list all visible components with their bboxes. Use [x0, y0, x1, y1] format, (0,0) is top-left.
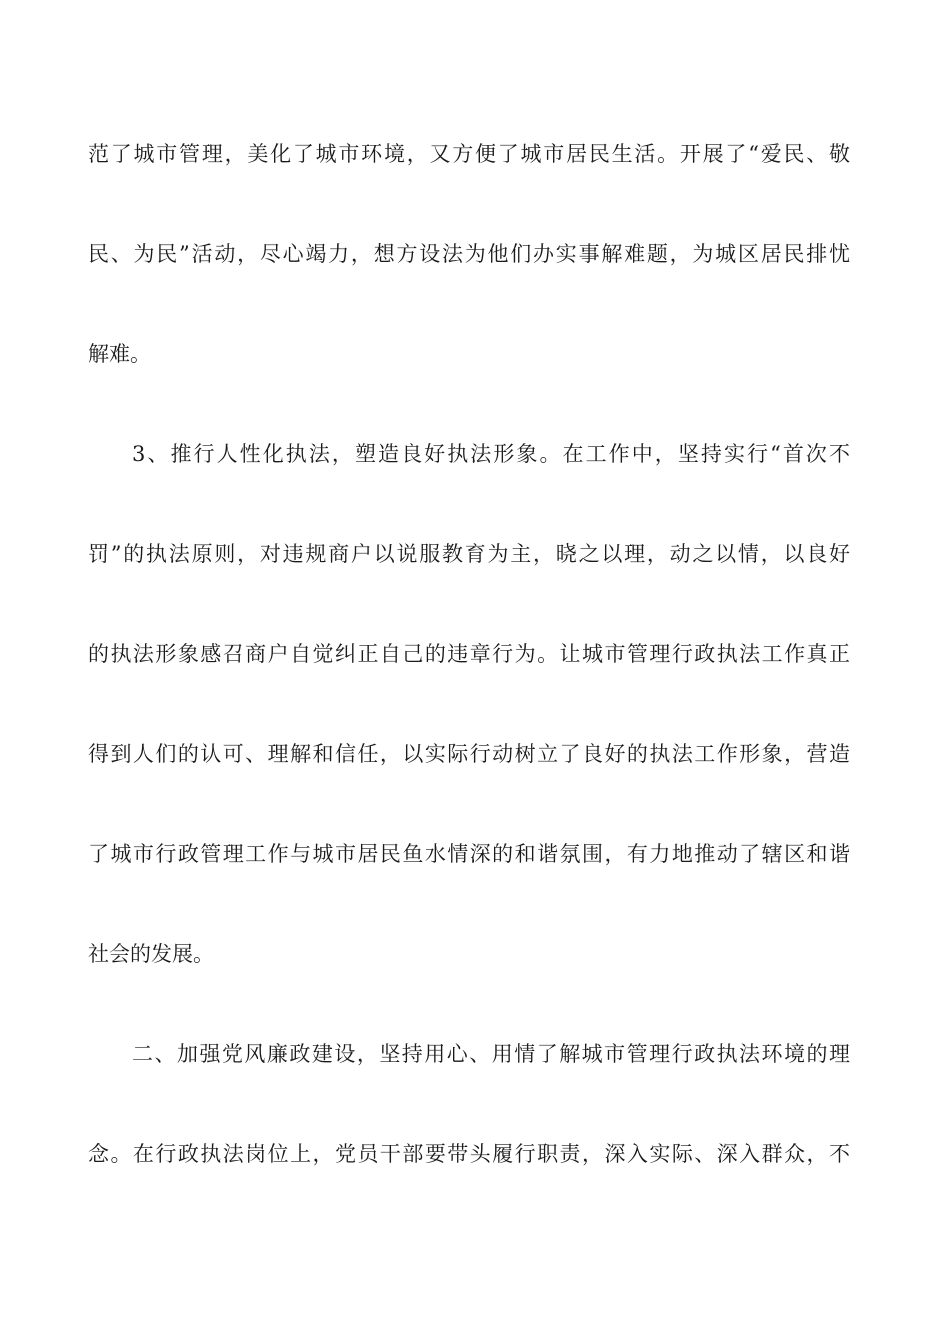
- text-line-9: 社会的发展。: [88, 942, 214, 966]
- text-line-5: 罚”的执法原则，对违规商户以说服教育为主，晓之以理，动之以情，以良好: [88, 542, 850, 566]
- text-line-11: 念。在行政执法岗位上，党员干部要带头履行职责，深入实际、深入群众，不: [88, 1142, 850, 1166]
- text-line-2: 民、为民”活动，尽心竭力，想方设法为他们办实事解难题，为城区居民排忧: [88, 242, 850, 266]
- text-line-8: 了城市行政管理工作与城市居民鱼水情深的和谐氛围，有力地推动了辖区和谐: [88, 842, 850, 866]
- text-line-3: 解难。: [88, 342, 151, 366]
- text-line-6: 的执法形象感召商户自觉纠正自己的违章行为。让城市管理行政执法工作真正: [88, 642, 850, 666]
- text-line-4: 3、推行人性化执法，塑造良好执法形象。在工作中，坚持实行“首次不: [132, 442, 850, 466]
- text-line-1: 范了城市管理，美化了城市环境，又方便了城市居民生活。开展了“爱民、敬: [88, 142, 850, 166]
- document-body: [88, 126, 850, 1226]
- text-line-10: 二、加强党风廉政建设，坚持用心、用情了解城市管理行政执法环境的理: [132, 1042, 850, 1066]
- text-line-7: 得到人们的认可、理解和信任，以实际行动树立了良好的执法工作形象，营造: [88, 742, 850, 766]
